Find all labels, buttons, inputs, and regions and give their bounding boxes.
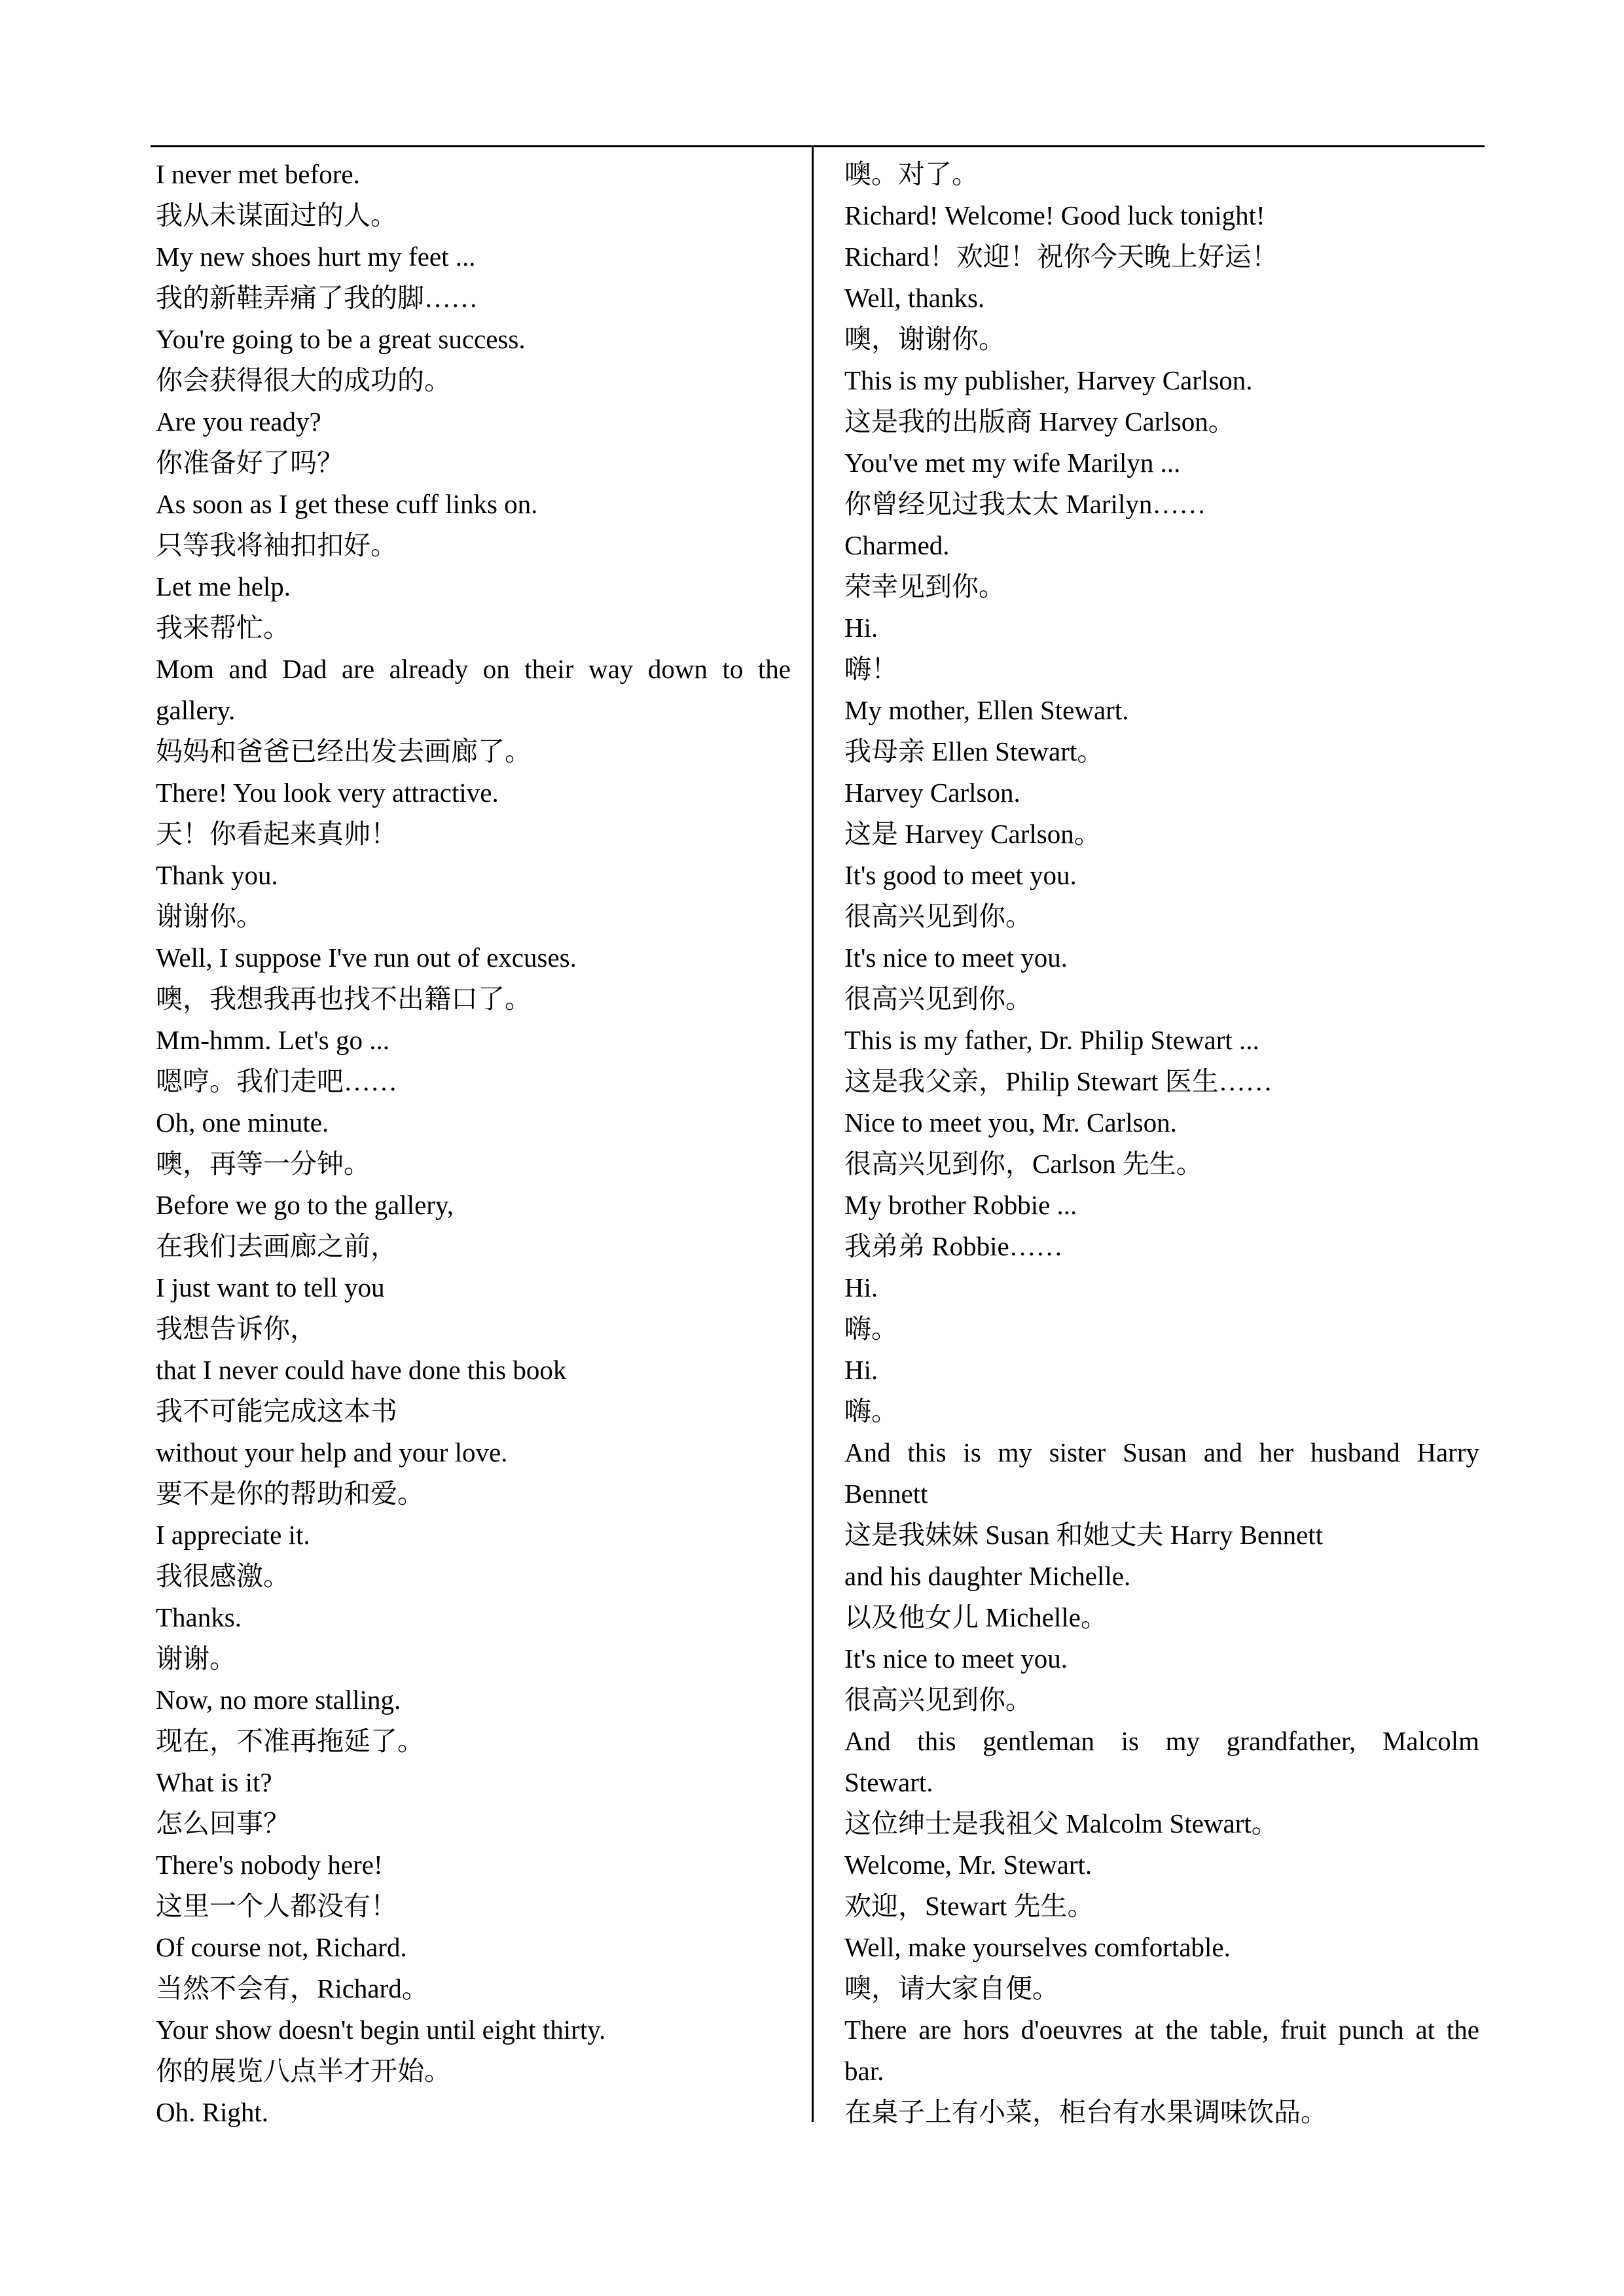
left-column — [156, 154, 791, 2133]
dialogue-line: 很高兴见到你。 — [844, 984, 1032, 1014]
dialogue-line: My mother, Ellen Stewart. — [844, 695, 1129, 725]
dialogue-line: Thanks. — [156, 1602, 242, 1632]
dialogue-line: 我想告诉你， — [156, 1314, 317, 1344]
dialogue-line: 荣幸见到你。 — [844, 571, 1005, 601]
dialogue-line: There's nobody here! — [156, 1850, 383, 1880]
dialogue-line: 噢，请大家自便。 — [844, 1973, 1059, 2003]
dialogue-line: This is my publisher, Harvey Carlson. — [844, 365, 1253, 395]
dialogue-line: Before we go to the gallery, — [156, 1190, 454, 1220]
dialogue-line: 嗨。 — [844, 1396, 898, 1426]
dialogue-line: There! You look very attractive. — [156, 778, 499, 808]
dialogue-line: 当然不会有，Richard。 — [156, 1973, 429, 2003]
dialogue-line: 天！你看起来真帅！ — [156, 819, 397, 849]
dialogue-line: 谢谢你。 — [156, 901, 263, 931]
dialogue-line: Bennett — [844, 1479, 928, 1509]
dialogue-line: Oh. Right. — [156, 2097, 268, 2127]
dialogue-line: 你的展览八点半才开始。 — [156, 2056, 451, 2086]
dialogue-line: Well, I suppose I've run out of excuses. — [156, 942, 577, 973]
dialogue-line: 只等我将袖扣扣好。 — [156, 530, 397, 560]
dialogue-line: Hi. — [844, 1355, 878, 1385]
dialogue-line: 嗨！ — [844, 654, 898, 684]
dialogue-line: 噢，谢谢你。 — [844, 324, 1005, 354]
dialogue-line: that I never could have done this book — [156, 1355, 567, 1385]
dialogue-line: 要不是你的帮助和爱。 — [156, 1479, 424, 1509]
dialogue-line: It's nice to meet you. — [844, 1643, 1068, 1674]
dialogue-line: There are hors d'oeuvres at the table, fruit punch at the — [844, 2015, 1479, 2045]
dialogue-line: I never met before. — [156, 159, 360, 189]
dialogue-line: Oh, one minute. — [156, 1107, 329, 1138]
dialogue-line: gallery. — [156, 695, 236, 725]
dialogue-line: Welcome, Mr. Stewart. — [844, 1850, 1092, 1880]
dialogue-line: And this gentleman is my grandfather, Malcolm — [844, 1726, 1479, 1756]
dialogue-line: Hi. — [844, 613, 878, 643]
dialogue-line: Richard！欢迎！祝你今天晚上好运！ — [844, 242, 1278, 272]
dialogue-line: This is my father, Dr. Philip Stewart ... — [844, 1025, 1259, 1055]
dialogue-line: 嗯哼。我们走吧…… — [156, 1066, 397, 1096]
dialogue-line: 噢。对了。 — [844, 159, 979, 189]
dialogue-line: 我的新鞋弄痛了我的脚…… — [156, 283, 478, 313]
dialogue-line: 欢迎，Stewart 先生。 — [844, 1891, 1094, 1921]
dialogue-line: 噢，我想我再也找不出籍口了。 — [156, 984, 532, 1014]
right-column — [844, 154, 1479, 2133]
dialogue-line: and his daughter Michelle. — [844, 1561, 1131, 1591]
dialogue-line: Stewart. — [844, 1767, 933, 1797]
dialogue-line: 你准备好了吗？ — [156, 448, 344, 478]
dialogue-line: Charmed. — [844, 530, 950, 560]
dialogue-line: 我从未谋面过的人。 — [156, 200, 397, 230]
dialogue-line: And this is my sister Susan and her husband Harry — [844, 1437, 1479, 1467]
dialogue-line: 我很感激。 — [156, 1561, 290, 1591]
dialogue-line: My new shoes hurt my feet ... — [156, 242, 476, 272]
dialogue-line: I appreciate it. — [156, 1520, 310, 1550]
dialogue-line: Mm-hmm. Let's go ... — [156, 1025, 390, 1055]
dialogue-line: 这是我妹妹 Susan 和她丈夫 Harry Bennett — [844, 1520, 1324, 1550]
dialogue-line: 现在，不准再拖延了。 — [156, 1726, 424, 1756]
dialogue-line: 我来帮忙。 — [156, 613, 290, 643]
dialogue-line: 这位绅士是我祖父 Malcolm Stewart。 — [844, 1808, 1278, 1839]
dialogue-line: Let me help. — [156, 571, 291, 601]
dialogue-line: Well, make yourselves comfortable. — [844, 1932, 1231, 1962]
dialogue-line: Mom and Dad are already on their way down to the — [156, 654, 791, 684]
dialogue-line: 怎么回事？ — [156, 1808, 290, 1839]
dialogue-line: It's nice to meet you. — [844, 942, 1068, 973]
dialogue-line: 很高兴见到你。 — [844, 901, 1032, 931]
dialogue-line: Your show doesn't begin until eight thirty. — [156, 2015, 606, 2045]
top-rule — [151, 145, 1485, 147]
dialogue-line: What is it? — [156, 1767, 272, 1797]
dialogue-line: 你会获得很大的成功的。 — [156, 365, 451, 395]
dialogue-line: 以及他女儿 Michelle。 — [844, 1602, 1108, 1632]
dialogue-line: 在我们去画廊之前， — [156, 1231, 397, 1261]
dialogue-line: Harvey Carlson. — [844, 778, 1020, 808]
dialogue-line: It's good to meet you. — [844, 860, 1077, 890]
dialogue-line: I just want to tell you — [156, 1272, 385, 1302]
dialogue-line: Thank you. — [156, 860, 278, 890]
dialogue-line: Nice to meet you, Mr. Carlson. — [844, 1107, 1177, 1138]
dialogue-line: bar. — [844, 2056, 884, 2086]
dialogue-line: 这是我的出版商 Harvey Carlson。 — [844, 406, 1235, 437]
dialogue-line: Are you ready? — [156, 406, 321, 437]
dialogue-line: 噢，再等一分钟。 — [156, 1149, 370, 1179]
dialogue-line: 我母亲 Ellen Stewart。 — [844, 736, 1104, 766]
dialogue-line: Of course not, Richard. — [156, 1932, 407, 1962]
dialogue-line: You're going to be a great success. — [156, 324, 526, 354]
dialogue-line: Hi. — [844, 1272, 878, 1302]
dialogue-line: As soon as I get these cuff links on. — [156, 489, 538, 519]
dialogue-line: Well, thanks. — [844, 283, 985, 313]
dialogue-line: without your help and your love. — [156, 1437, 508, 1467]
dialogue-line: My brother Robbie ... — [844, 1190, 1077, 1220]
dialogue-line: 在桌子上有小菜，柜台有水果调味饮品。 — [844, 2097, 1327, 2127]
dialogue-line: 很高兴见到你，Carlson 先生。 — [844, 1149, 1203, 1179]
dialogue-line: 我弟弟 Robbie…… — [844, 1231, 1063, 1261]
dialogue-line: 这里一个人都没有！ — [156, 1891, 397, 1921]
dialogue-line: 这是 Harvey Carlson。 — [844, 819, 1101, 849]
dialogue-line: 我不可能完成这本书 — [156, 1396, 397, 1426]
dialogue-line: Now, no more stalling. — [156, 1685, 401, 1715]
dialogue-line: You've met my wife Marilyn ... — [844, 448, 1181, 478]
dialogue-line: 嗨。 — [844, 1314, 898, 1344]
dialogue-line: 谢谢。 — [156, 1643, 236, 1674]
dialogue-line: 你曾经见过我太太 Marilyn…… — [844, 489, 1206, 519]
dialogue-line: Richard! Welcome! Good luck tonight! — [844, 200, 1265, 230]
dialogue-line: 妈妈和爸爸已经出发去画廊了。 — [156, 736, 532, 766]
dialogue-line: 这是我父亲，Philip Stewart 医生…… — [844, 1066, 1272, 1096]
dialogue-line: 很高兴见到你。 — [844, 1685, 1032, 1715]
column-divider — [812, 145, 814, 2122]
